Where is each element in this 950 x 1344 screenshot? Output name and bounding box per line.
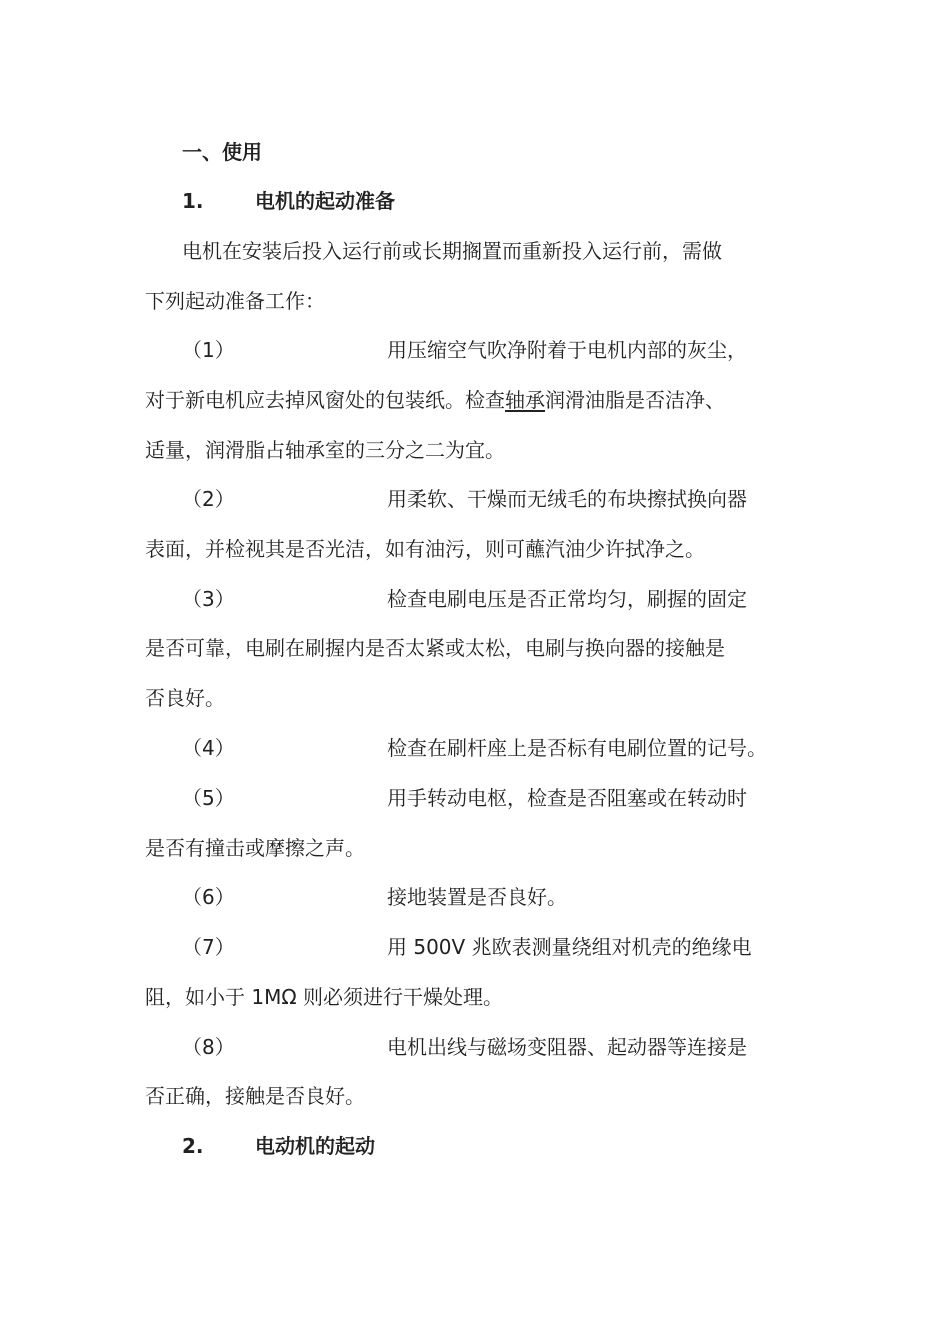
item-5-text: 用手转动电枢，检查是否阻塞或在转动时 bbox=[387, 786, 747, 810]
item-5-line-2: 是否有撞击或摩擦之声。 bbox=[145, 836, 365, 860]
item-3-line-2: 是否可靠，电刷在刷握内是否太紧或太松，电刷与换向器的接触是 bbox=[145, 636, 725, 660]
item-1-line-2a: 对于新电机应去掉风窗处的包装纸。检查 bbox=[145, 388, 505, 412]
item-1-line-3: 适量，润滑脂占轴承室的三分之二为宜。 bbox=[145, 438, 505, 462]
heading-2-title: 电动机的起动 bbox=[255, 1134, 375, 1158]
item-5-label: （5） bbox=[182, 786, 235, 810]
item-6-text: 接地装置是否良好。 bbox=[387, 885, 567, 909]
item-4-text: 检查在刷杆座上是否标有电刷位置的记号。 bbox=[387, 736, 767, 760]
item-4-label: （4） bbox=[182, 736, 235, 760]
item-3-text: 检查电刷电压是否正常均匀，刷握的固定 bbox=[387, 587, 747, 611]
item-2-label: （2） bbox=[182, 487, 235, 511]
heading-1-title: 电机的起动准备 bbox=[255, 189, 395, 213]
item-8-line-2: 否正确，接触是否良好。 bbox=[145, 1084, 365, 1108]
item-2-text: 用柔软、干燥而无绒毛的布块擦拭换向器 bbox=[387, 487, 747, 511]
heading-1-number: 1. bbox=[182, 189, 204, 213]
heading-2-number: 2. bbox=[182, 1134, 204, 1158]
item-3-label: （3） bbox=[182, 587, 235, 611]
item-6-label: （6） bbox=[182, 885, 235, 909]
item-7-line-2: 阻，如小于 1MΩ 则必须进行干燥处理。 bbox=[145, 985, 503, 1009]
item-2-line-2: 表面，并检视其是否光洁，如有油污，则可蘸汽油少许拭净之。 bbox=[145, 537, 705, 561]
item-1-text: 用压缩空气吹净附着于电机内部的灰尘， bbox=[387, 338, 747, 362]
item-1-label: （1） bbox=[182, 338, 235, 362]
intro-line-2: 下列起动准备工作： bbox=[145, 289, 325, 313]
item-8-text: 电机出线与磁场变阻器、起动器等连接是 bbox=[387, 1035, 747, 1059]
item-7-label: （7） bbox=[182, 935, 235, 959]
item-1-line-2b: 润滑油脂是否洁净、 bbox=[545, 388, 725, 412]
section-title: 一、使用 bbox=[182, 140, 262, 164]
bearing-link[interactable]: 轴承 bbox=[505, 388, 545, 412]
item-1-line-2 bbox=[145, 387, 725, 413]
item-3-line-3: 否良好。 bbox=[145, 686, 225, 710]
item-8-label: （8） bbox=[182, 1035, 235, 1059]
intro-line-1: 电机在安装后投入运行前或长期搁置而重新投入运行前，需做 bbox=[182, 239, 722, 263]
item-7-text: 用 500V 兆欧表测量绕组对机壳的绝缘电 bbox=[387, 935, 752, 959]
